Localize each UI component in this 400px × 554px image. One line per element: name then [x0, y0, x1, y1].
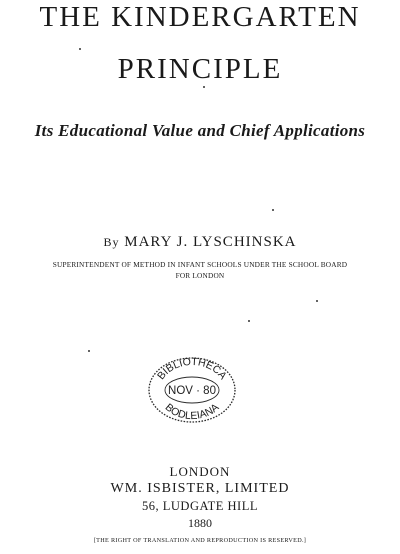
byline-prefix: By — [103, 235, 120, 249]
stamp-date: NOV · 80 — [168, 385, 216, 397]
author-name: MARY J. LYSCHINSKA — [124, 234, 297, 250]
imprint-address: 56, LUDGATE HILL — [142, 499, 258, 513]
title-line-2: PRINCIPLE — [117, 53, 283, 85]
rights-notice: [THE RIGHT OF TRANSLATION AND REPRODUCTION IS RESERVED.] — [93, 537, 307, 544]
paper-speck — [203, 86, 205, 88]
title-line-1: THE KINDERGARTEN — [39, 1, 361, 33]
paper-speck — [272, 209, 274, 211]
imprint-publisher: WM. ISBISTER, LIMITED — [110, 481, 290, 496]
byline — [0, 232, 400, 252]
imprint-city: LONDON — [169, 464, 231, 479]
paper-speck — [79, 48, 81, 50]
author-role-line-1: SUPERINTENDENT OF METHOD IN INFANT SCHOOLS UNDER THE SCHOOL BOARD — [52, 260, 348, 269]
imprint-year: 1880 — [188, 516, 212, 530]
library-stamp — [147, 356, 237, 424]
paper-speck — [248, 320, 250, 322]
paper-speck — [316, 300, 318, 302]
stamp-bottom-text: BODLEIANA — [162, 401, 222, 423]
paper-speck — [88, 350, 90, 352]
author-role-line-2: FOR LONDON — [175, 271, 225, 280]
stamp-top-text: BIBLIOTHECA — [155, 356, 229, 382]
subtitle: Its Educational Value and Chief Applications — [34, 121, 366, 140]
